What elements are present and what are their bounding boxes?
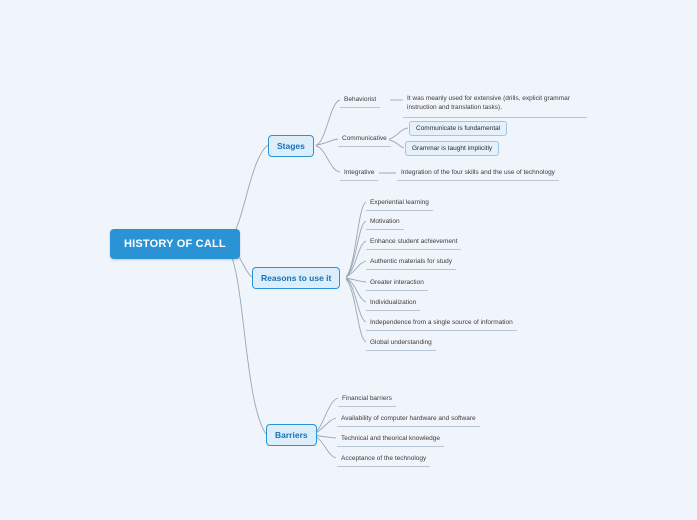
root-node[interactable]: HISTORY OF CALL bbox=[110, 229, 240, 259]
node-integrative[interactable]: Integrative bbox=[340, 166, 378, 181]
node-grammar-taught-implicitly[interactable]: Grammar is taught implicitly bbox=[405, 141, 499, 156]
node-authentic-materials-for-study[interactable]: Authentic materials for study bbox=[366, 255, 456, 270]
node-global-understanding[interactable]: Global understanding bbox=[366, 336, 436, 351]
node-motivation[interactable]: Motivation bbox=[366, 215, 404, 230]
node-communicative[interactable]: Communicative bbox=[338, 132, 391, 147]
node-technical-theorical-knowledge[interactable]: Technical and theorical knowledge bbox=[337, 432, 444, 447]
node-communicate-is-fundamental[interactable]: Communicate is fundamental bbox=[409, 121, 507, 136]
node-enhance-student-achievement[interactable]: Enhance student achievement bbox=[366, 235, 461, 250]
branch-node-reasons-to-use-it[interactable]: Reasons to use it bbox=[252, 267, 340, 289]
branch-node-barriers[interactable]: Barriers bbox=[266, 424, 317, 446]
node-availability-hardware-software[interactable]: Availability of computer hardware and software bbox=[337, 412, 480, 427]
node-behaviorist-detail[interactable]: It was meanly used for extensive (drills, explicit grammar instruction and translation tasks). bbox=[403, 91, 587, 118]
node-individualization[interactable]: Individualization bbox=[366, 296, 420, 311]
node-independence-from-single-source[interactable]: Independence from a single source of information bbox=[366, 316, 517, 331]
node-acceptance-of-technology[interactable]: Acceptance of the technology bbox=[337, 452, 430, 467]
node-greater-interaction[interactable]: Greater interaction bbox=[366, 276, 428, 291]
node-integrative-detail[interactable]: Integration of the four skills and the use of technology bbox=[397, 166, 559, 181]
branch-node-stages[interactable]: Stages bbox=[268, 135, 314, 157]
node-experiential-learning[interactable]: Experiential learning bbox=[366, 196, 433, 211]
node-behaviorist[interactable]: Behaviorist bbox=[340, 93, 380, 108]
node-financial-barriers[interactable]: Financial barriers bbox=[338, 392, 396, 407]
